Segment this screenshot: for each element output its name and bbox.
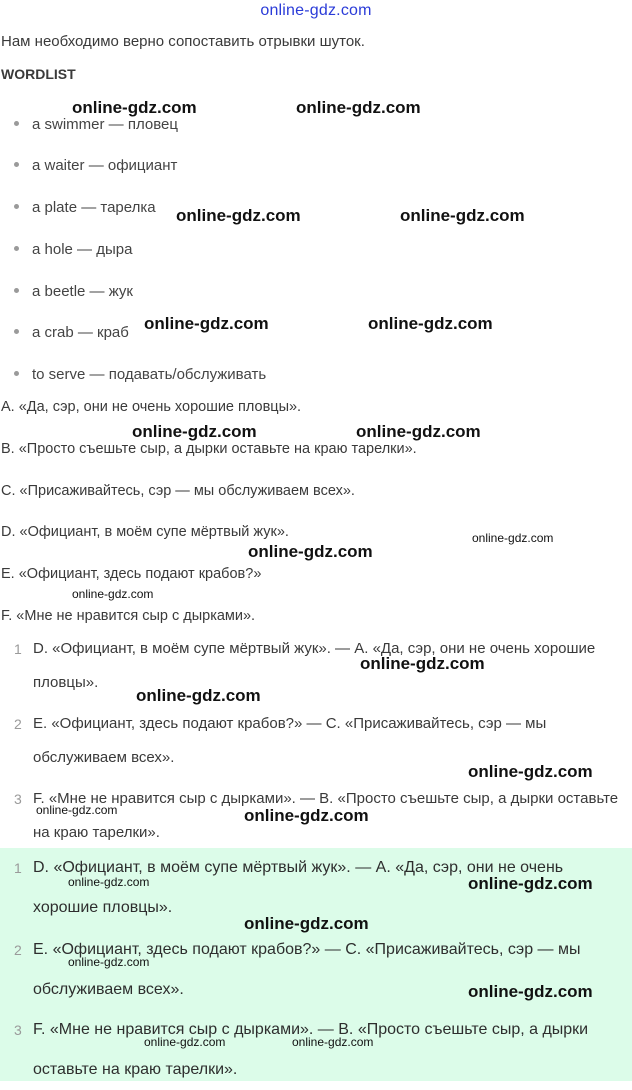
wordlist-heading: WORDLIST bbox=[1, 66, 76, 82]
bullet-icon bbox=[14, 288, 19, 293]
answer-text: F. «Мне не нравится сыр с дырками». — B. «Просто съешьте сыр, а дырки оставьте на краю тарелки». bbox=[33, 1021, 589, 1078]
wordlist-item bbox=[14, 283, 133, 300]
watermark: online-gdz.com bbox=[356, 422, 481, 441]
watermark: online-gdz.com bbox=[132, 422, 257, 441]
bullet-icon bbox=[14, 246, 19, 251]
wordlist-item bbox=[14, 116, 178, 133]
answer-number: 3 bbox=[14, 791, 22, 807]
joke-line: E. «Официант, здесь подают крабов?» bbox=[1, 566, 262, 582]
answer-number: 2 bbox=[14, 716, 22, 732]
intro-text: Нам необходимо верно сопоставить отрывки шуток. bbox=[1, 33, 365, 50]
watermark: online-gdz.com bbox=[144, 1035, 226, 1049]
watermark: online-gdz.com bbox=[136, 686, 261, 705]
joke-line: C. «Присаживайтесь, сэр — мы обслуживаем всех». bbox=[1, 483, 355, 499]
wordlist-item bbox=[14, 199, 156, 216]
answer-text: E. «Официант, здесь подают крабов?» — C. «Присаживайтесь, сэр — мы обслуживаем всех». bbox=[33, 715, 547, 766]
watermark: online-gdz.com bbox=[36, 803, 118, 817]
bullet-icon bbox=[14, 329, 19, 334]
wordlist-item bbox=[14, 157, 177, 174]
wordlist-item-text: a crab — краб bbox=[32, 324, 129, 341]
watermark: online-gdz.com bbox=[244, 806, 369, 825]
watermark: online-gdz.com bbox=[68, 875, 150, 889]
joke-line: A. «Да, сэр, они не очень хорошие пловцы». bbox=[1, 399, 302, 415]
joke-line: D. «Официант, в моём супе мёртвый жук». bbox=[1, 524, 289, 540]
watermark: online-gdz.com bbox=[468, 982, 593, 1001]
wordlist-item-text: a beetle — жук bbox=[32, 283, 133, 300]
answer-number: 2 bbox=[14, 942, 22, 958]
wordlist-item bbox=[14, 241, 132, 258]
watermark: online-gdz.com bbox=[468, 762, 593, 781]
watermark: online-gdz.com bbox=[68, 955, 150, 969]
answer-text: E. «Официант, здесь подают крабов?» — C. «Присаживайтесь, сэр — мы обслуживаем всех». bbox=[33, 941, 581, 998]
answer-number: 1 bbox=[14, 860, 22, 876]
joke-line: F. «Мне не нравится сыр с дырками». bbox=[1, 608, 256, 624]
bullet-icon bbox=[14, 204, 19, 209]
watermark: online-gdz.com bbox=[472, 531, 554, 545]
answer-text: D. «Официант, в моём супе мёртвый жук». — A. «Да, сэр, они не очень хорошие пловцы». bbox=[33, 859, 564, 916]
bullet-icon bbox=[14, 121, 19, 126]
bullet-icon bbox=[14, 371, 19, 376]
wordlist-item-text: a swimmer — пловец bbox=[32, 116, 178, 133]
bullet-icon bbox=[14, 162, 19, 167]
watermark: online-gdz.com bbox=[244, 914, 369, 933]
watermark: online-gdz.com bbox=[360, 654, 485, 673]
watermark: online-gdz.com bbox=[248, 542, 373, 561]
joke-line: B. «Просто съешьте сыр, а дырки оставьте на краю тарелки». bbox=[1, 441, 417, 457]
watermark: online-gdz.com bbox=[176, 206, 301, 225]
wordlist-item bbox=[14, 366, 266, 383]
answer-text: F. «Мне не нравится сыр с дырками». — B. «Просто съешьте сыр, а дырки оставьте на краю тарелки». bbox=[33, 790, 619, 841]
watermark: online-gdz.com bbox=[72, 587, 154, 601]
site-header-link[interactable]: online-gdz.com bbox=[260, 2, 372, 19]
watermark: online-gdz.com bbox=[368, 314, 493, 333]
watermark: online-gdz.com bbox=[292, 1035, 374, 1049]
wordlist-item-text: a hole — дыра bbox=[32, 241, 133, 258]
answer-number: 1 bbox=[14, 641, 22, 657]
watermark: online-gdz.com bbox=[144, 314, 269, 333]
wordlist-item bbox=[14, 324, 129, 341]
watermark: online-gdz.com bbox=[72, 98, 197, 117]
watermark: online-gdz.com bbox=[296, 98, 421, 117]
watermark: online-gdz.com bbox=[400, 206, 525, 225]
wordlist-item-text: to serve — подавать/обслуживать bbox=[32, 366, 267, 383]
answer-number: 3 bbox=[14, 1022, 22, 1038]
watermark: online-gdz.com bbox=[468, 874, 593, 893]
wordlist-item-text: a plate — тарелка bbox=[32, 199, 156, 216]
answer-text: D. «Официант, в моём супе мёртвый жук». — A. «Да, сэр, они не очень хорошие пловцы». bbox=[33, 640, 596, 691]
wordlist-item-text: a waiter — официант bbox=[32, 157, 178, 174]
